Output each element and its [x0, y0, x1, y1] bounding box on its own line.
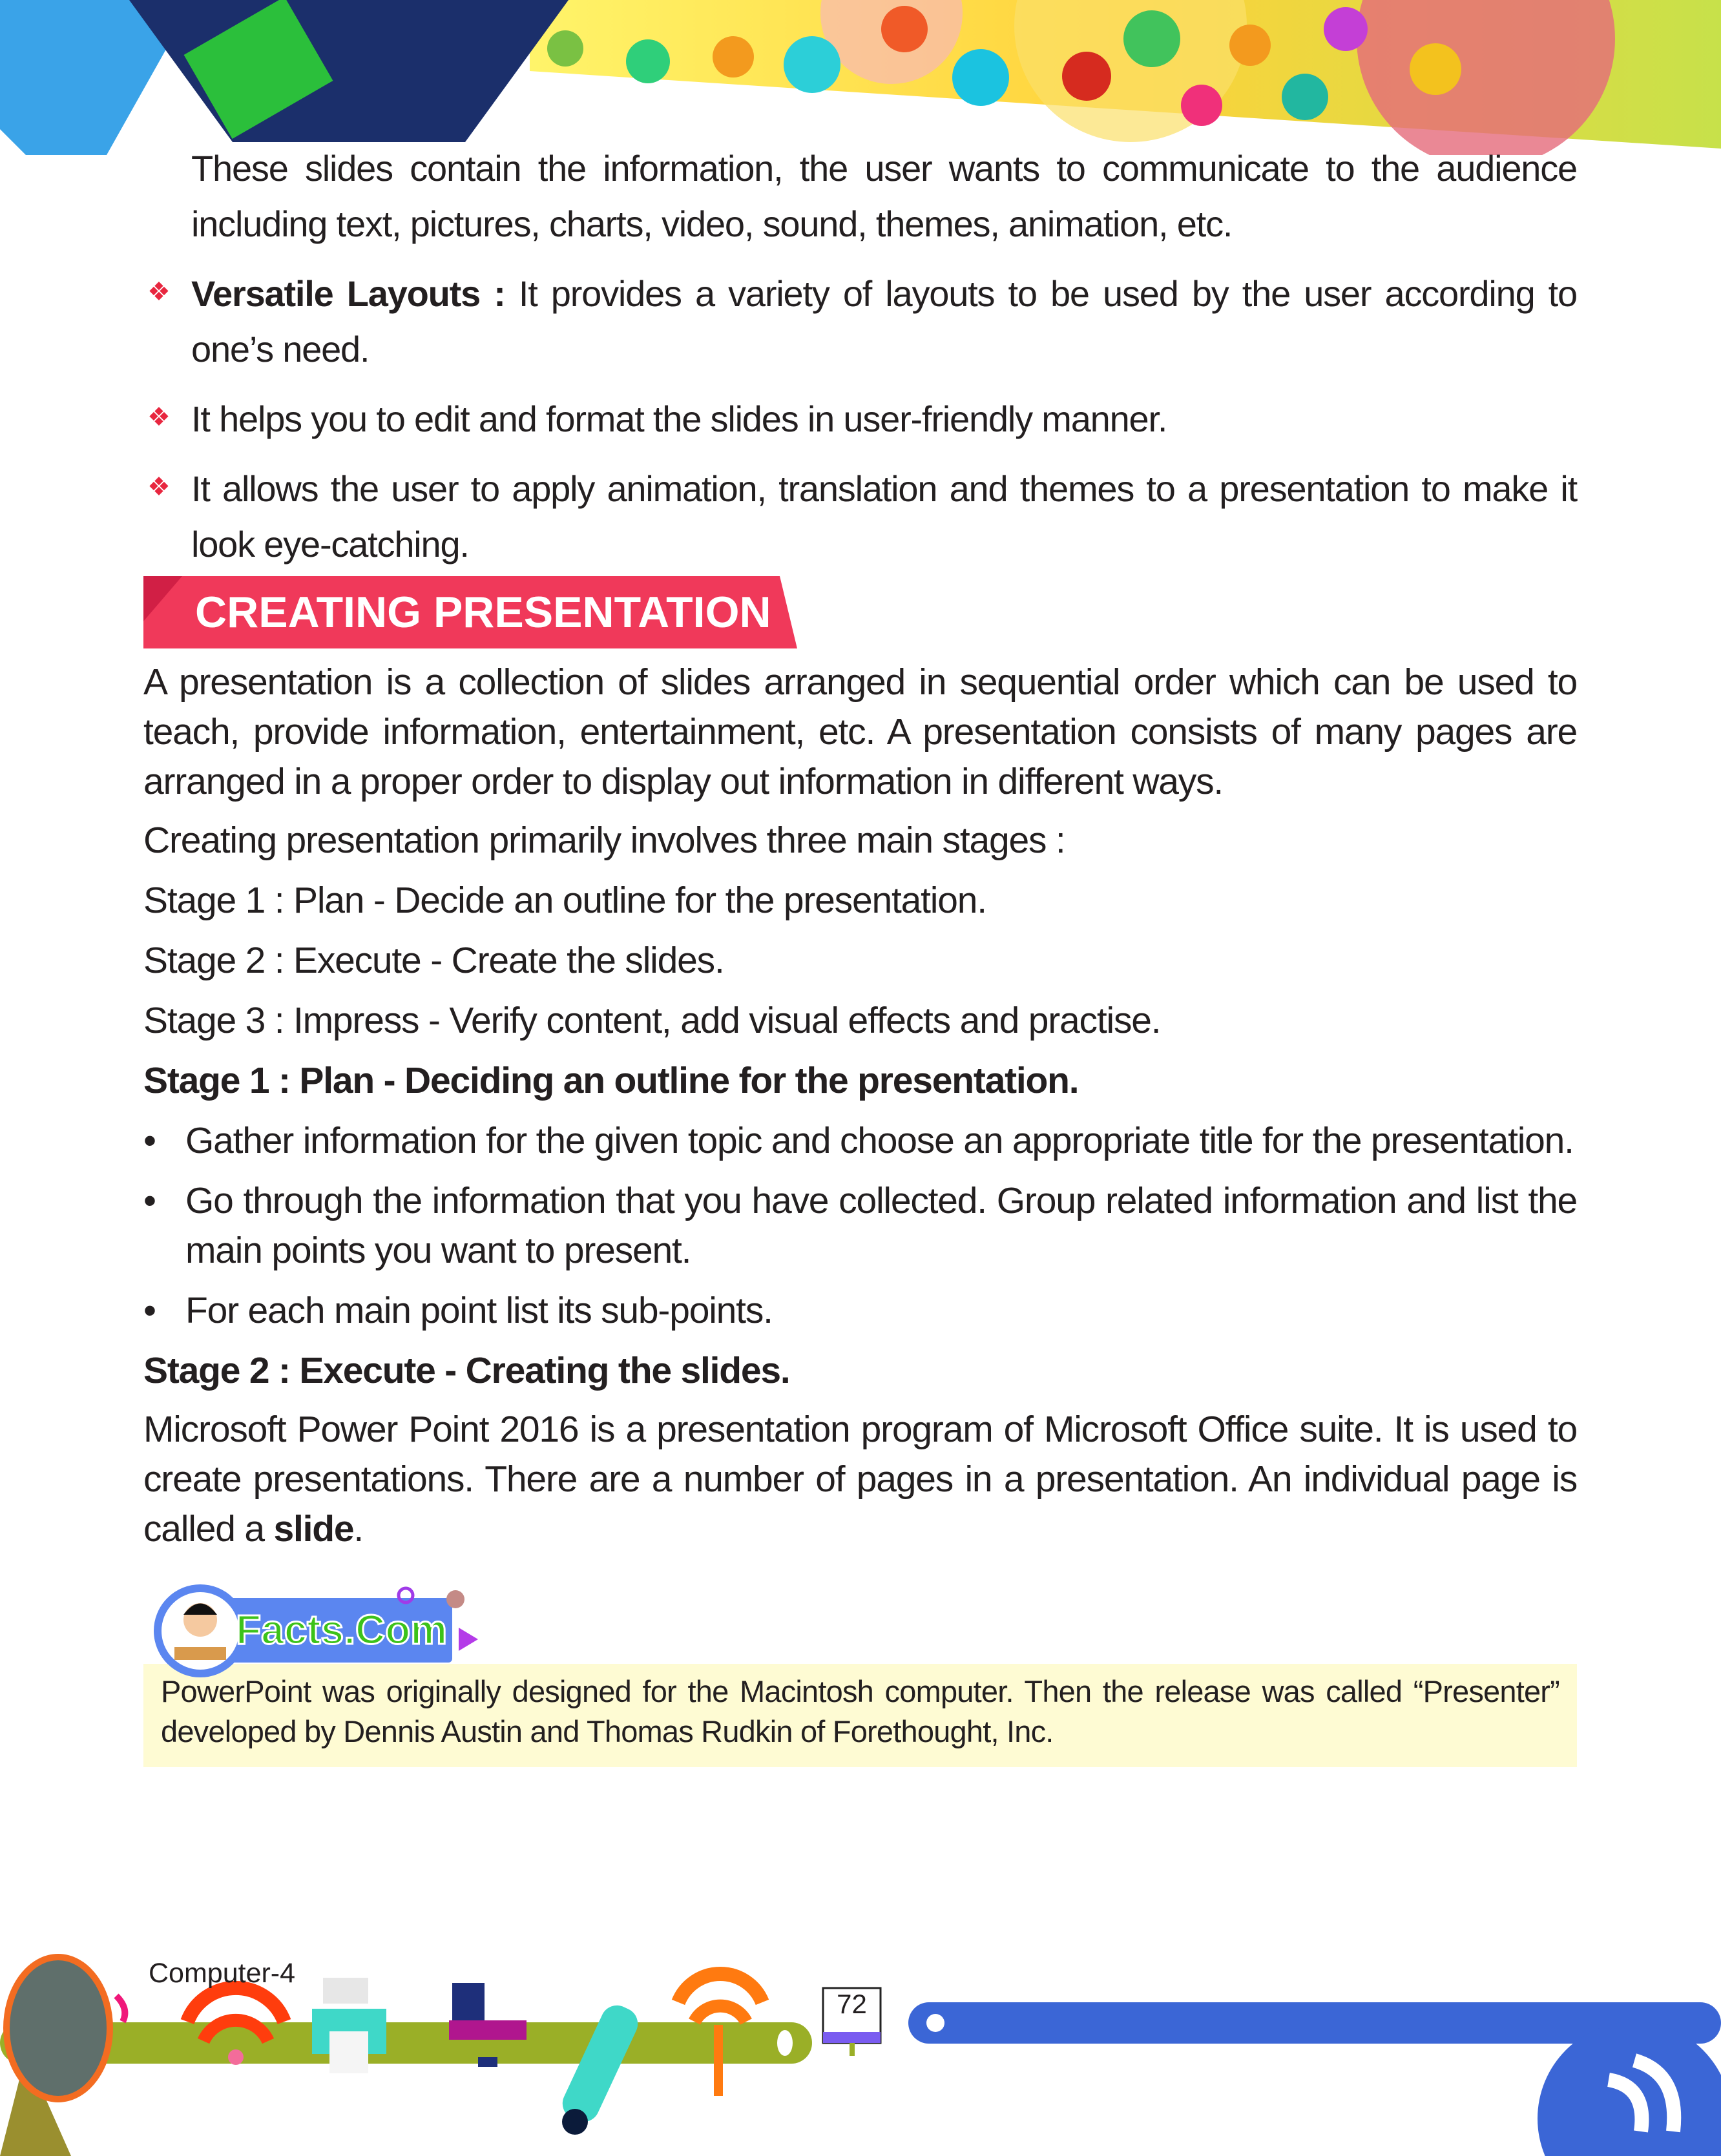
heading-banner: [143, 576, 797, 648]
page-number: 72: [837, 1989, 867, 2019]
feature-title: Versatile Layouts :: [191, 273, 505, 314]
diamond-bullet-icon: ❖: [147, 403, 171, 431]
feature-row: [143, 391, 1577, 447]
facts-title: Facts.Com: [236, 1606, 448, 1653]
monitor-icon: [1410, 43, 1461, 95]
bullet-icon: •: [143, 1290, 156, 1331]
stage1-heading: Stage 1 : Plan - Deciding an outline for the presentation.: [143, 1060, 1079, 1101]
usb-drive-icon: [558, 2000, 643, 2135]
feature-row: [143, 461, 1577, 572]
stage2-heading: Stage 2 : Execute - Creating the slides.: [143, 1350, 790, 1391]
stage-line: Stage 2 : Execute - Create the slides.: [143, 940, 724, 981]
feature-row: [143, 266, 1577, 377]
stage2-paragraph: [143, 1405, 1577, 1554]
stage1-point-row: [143, 1176, 1577, 1276]
facts-section: [143, 1582, 1577, 1767]
stage1-point-row: [143, 1116, 1577, 1166]
feature-item: [143, 266, 1577, 377]
diamond-bullet-icon: ❖: [147, 473, 171, 501]
stage2-text: Microsoft Power Point 2016 is a presentation program of Microsoft Office suite. It is used to create presentations. There are a number of pages in a presentation. An individual page is called a: [143, 1409, 1577, 1550]
stage-line: Stage 3 : Impress - Verify content, add visual effects and practise.: [143, 1000, 1161, 1041]
facts-header: [143, 1582, 1577, 1666]
bullet-icon: •: [143, 1180, 156, 1221]
definition-paragraph: A presentation is a collection of slides arranged in sequential order which can be used to teach, provide information, entertainment, etc. A presentation consists of many pages are arranged in a proper order to display out information in different ways.: [143, 661, 1577, 802]
section-heading: CREATING PRESENTATION: [195, 588, 771, 637]
stage-line: Stage 1 : Plan - Decide an outline for the presentation.: [143, 880, 986, 921]
stages-intro: Creating presentation primarily involves three main stages :: [143, 820, 1065, 861]
gamepad-icon: [1181, 85, 1222, 126]
users-icon: [1123, 10, 1180, 67]
facts-box: [143, 1664, 1577, 1767]
chart-icon: [547, 30, 583, 67]
stage1-point: Go through the information that you have collected. Group related information and list the main points you want to present.: [185, 1180, 1577, 1271]
globe-icon: [784, 36, 840, 93]
stage2-end: .: [353, 1508, 364, 1550]
stage1-point: Gather information for the given topic and choose an appropriate title for the presentation.: [185, 1120, 1574, 1161]
diamond-bullet-icon: ❖: [147, 278, 171, 306]
feature-item: It allows the user to apply animation, translation and themes to a presentation to make it look eye-catching.: [191, 468, 1577, 565]
page-content: [143, 141, 1577, 1767]
footer-book-title: Computer-4: [149, 1958, 296, 1989]
bullet-icon: •: [143, 1120, 156, 1161]
feature-item: It helps you to edit and format the slides in user-friendly manner.: [191, 399, 1167, 439]
folder-icon: [1324, 7, 1368, 51]
chart-icon: [1282, 74, 1328, 120]
facts-text: PowerPoint was originally designed for the Macintosh computer. Then the release was called “Presenter” developed by Dennis Austin and Thomas Rudkin of Forethought, Inc.: [161, 1674, 1559, 1748]
mouse-icon: [1229, 25, 1271, 66]
gears-icon: [1062, 52, 1111, 101]
stage2-bold: slide: [273, 1508, 354, 1550]
header-decoration: [0, 0, 1721, 155]
at-icon: [952, 49, 1009, 106]
upload-icon: [881, 6, 928, 52]
intro-paragraph: These slides contain the information, the user wants to communicate to the audience including text, pictures, charts, video, sound, themes, animation, etc.: [191, 148, 1577, 244]
stage1-point: For each main point list its sub-points.: [185, 1290, 773, 1331]
feature-text: It provides a variety of layouts to be used by the user according to one’s need.: [191, 273, 1577, 369]
satellite-dish-icon: [6, 1957, 110, 2099]
mouse-icon: [713, 36, 754, 78]
stage1-point-row: [143, 1286, 1577, 1336]
footer-green-bar: [0, 2022, 812, 2064]
at-icon: [626, 39, 670, 83]
